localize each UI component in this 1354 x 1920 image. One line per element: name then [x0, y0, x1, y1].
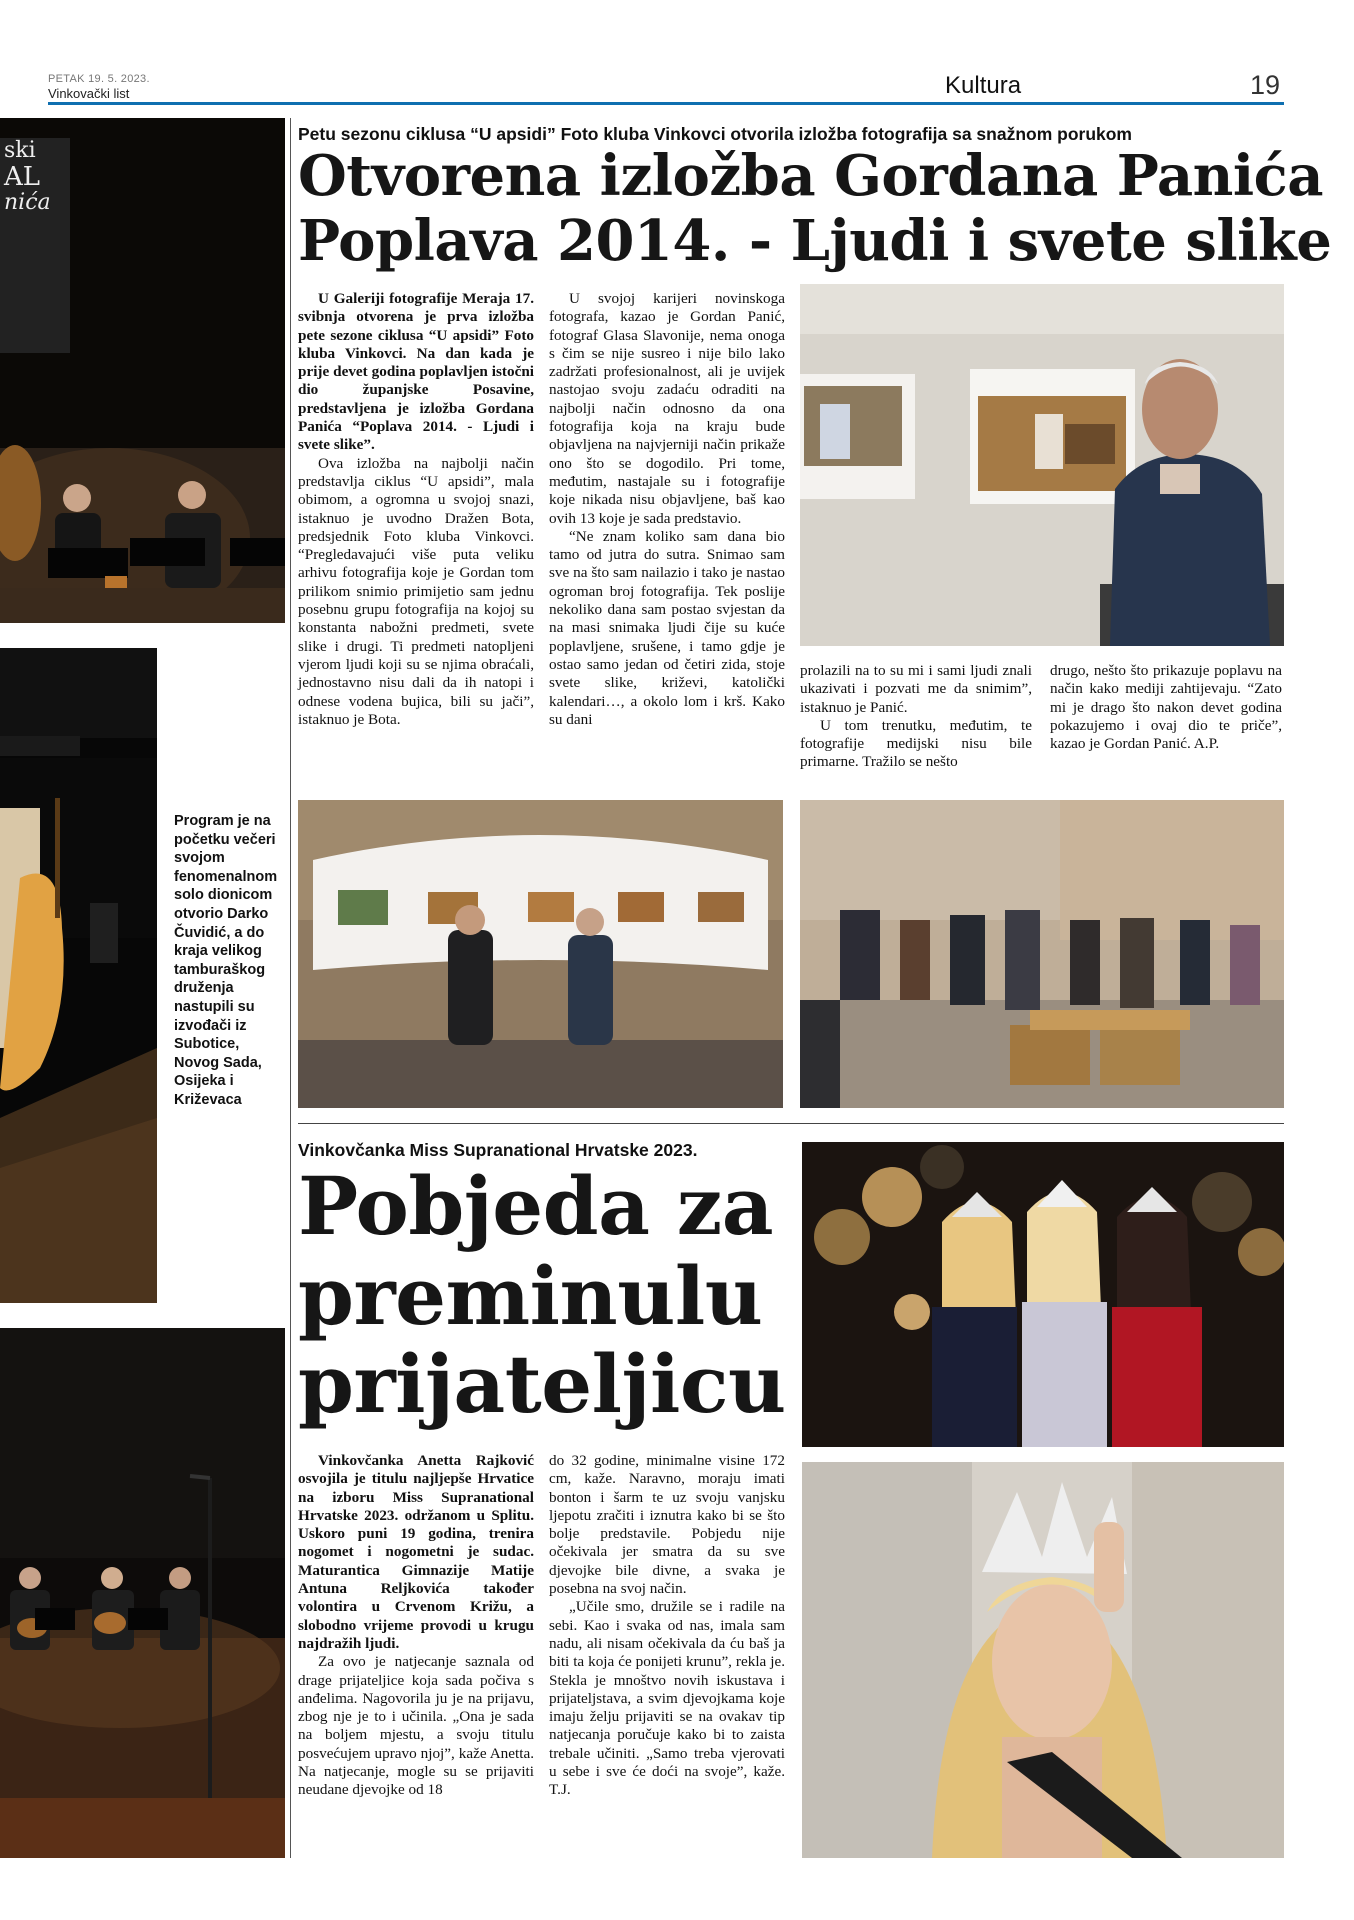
issue-date: PETAK 19. 5. 2023.: [48, 73, 150, 85]
section-name: Kultura: [945, 72, 1022, 99]
article1-photo-opening: [298, 800, 783, 1108]
article2-column-1: [298, 1452, 534, 1800]
article1-column-2: [549, 290, 785, 729]
article2-paragraph: do 32 godine, minimalne visine 172 cm, kaže. Naravno, moraju imati bonton i šarm te uz svoju vanjsku ljepotu zračiti i iznutra kako bi se što bolje predstavile. Pobjedu nije očekivala jer smatra da su sve djevojke bile divne, a svaka je posebna na svoj način.: [549, 1452, 785, 1598]
article1-photo-photographer: [800, 284, 1284, 646]
article2-paragraph: Za ovo je natjecanje saznala od drage prijateljice koja sada počiva s anđelima. Nagovorila ju je na prijavu, zbog nje je to i učinila. „Ona je sada na boljem mjestu, a svoju titulu posvećujem upravo njoj”, kaže Anetta. Na natjecanje, mogle su se prijaviti neudane djevojke od 18: [298, 1653, 534, 1799]
article1-headline-line2: Poplava 2014. - Ljudi i svete slike: [298, 208, 1332, 274]
stage-banner-text: [4, 138, 66, 216]
article2-kicker: Vinkovčanka Miss Supranational Hrvatske 2023.: [298, 1140, 698, 1160]
article1-lead: U Galeriji fotografije Meraja 17. svibnja otvorena je prva izložba pete sezone ciklusa “U apsidi” Foto kluba Vinkovci. Na dan kada je prije devet godina poplavljen istočni dio županjske Posavine, predstavljena je izložba Gordana Panića “Poplava 2014. - Ljudi i svete slike”.: [298, 290, 534, 454]
article1-paragraph: U tom trenutku, međutim, te fotografije medijski nisu bile primarne. Tražilo se nešto: [800, 716, 1032, 771]
article2-photo-winners: [802, 1142, 1284, 1447]
article1-kicker: Petu sezonu ciklusa “U apsidi” Foto kluba Vinkovci otvorila izložba fotografija sa snažnom porukom: [298, 124, 1132, 144]
article1-column-4: [1050, 662, 1282, 753]
article2-headline-line2: preminulu: [298, 1249, 763, 1343]
left-photo-caption: Program je na početku večeri svojom fenomenalnom solo dionicom otvorio Darko Čuvidić, a do kraja velikog tamburaškog druženja nastupili su izvođači iz Subotice, Novog Sada, Osijeka i Križevaca: [174, 813, 278, 1108]
page-number: 19: [1250, 70, 1281, 100]
article2-column-2: [549, 1452, 785, 1800]
article1-headline-line1: Otvorena izložba Gordana Panića: [298, 143, 1323, 209]
column-divider: [290, 118, 291, 1858]
article1-paragraph: prolazili na to su mi i sami ljudi znali ukazivati i pozvati me da snimim”, istaknuo je Panić.: [800, 662, 1032, 716]
article1-column-3: [800, 662, 1032, 772]
left-photo-tamburica-band: [0, 1328, 285, 1858]
article1-paragraph: Ova izložba na najbolji način predstavlja ciklus “U apsidi”, mala obimom, a ogromna u svojoj snazi, istaknuo je uvodno Dražen Bota, predsjednik Foto kluba Vinkovci. “Pregledavajući više puta veliku arhivu fotografija koje je Gordan tom prilikom snimio primijetio sam jednu posebnu grupu fotografija na kojoj su konstanta nabožni predmeti, svete slike i drugi. Ti predmeti natopljeni vjerom ljudi koji su se njima obraćali, jednostavno nisu dali da ih natopi i odnese vodena bujica, bili su jači”, istaknuo je Bota.: [298, 454, 534, 728]
banner-line-3: nića: [4, 190, 51, 215]
banner-line-2: AL: [4, 162, 41, 192]
article1-photo-visitors: [800, 800, 1284, 1108]
article2-headline-line1: Pobjeda za: [298, 1159, 774, 1253]
banner-line-1: ski: [4, 138, 36, 163]
article1-column-1: [298, 290, 534, 729]
article2-paragraph: „Učile smo, družile se i radile na sebi. Kao i svaka od nas, imala sam nadu, ali nisam očekivala da ću baš ja biti ta koja će ponijeti krunu”, rekla je. Stekla je mnoštvo novih iskustava i prijateljstava, a svim djevojkama koje imaju želju prijaviti se na ovakav tip natjecanja poručuje kako bi to zaista trebale učiniti. „Samo treba vjerovati u sebe i sve će doći na svoje”, kaže. T.J.: [549, 1598, 785, 1799]
article1-paragraph: drugo, nešto što prikazuje poplavu na način kako mediji zahtijevaju. “Zato mi je drago što nakon devet godina pokazujemo i ovaj dio te priče”, kazao je Gordan Panić. A.P.: [1050, 662, 1282, 753]
header-rule: [48, 102, 1284, 105]
article2-photo-winner-portrait: [802, 1462, 1284, 1858]
article2-headline-line3: prijateljicu: [298, 1337, 786, 1431]
article1-paragraph: “Ne znam koliko sam dana bio tamo od jutra do sutra. Snimao sam sve na što sam nailazio i tako je nastao ogroman broj fotografija. Tek poslije nekoliko dana sam postao svjestan da na masi snimaka ljudi čije su kuće poplavljene, srušene, i tamo gdje je ostao samo jedan od četiri zida, stoje svete slike, križevi, katolički kalendari…, a okolo lom i krš. Kako su dani: [549, 527, 785, 728]
newspaper-name: Vinkovački list: [48, 86, 130, 101]
article-separator: [298, 1123, 1284, 1124]
left-photo-concert-stage: [0, 118, 285, 623]
left-photo-solo-guitarist: [0, 648, 157, 1303]
article2-lead: Vinkovčanka Anetta Rajković osvojila je titulu najljepše Hrvatice na izboru Miss Supranational Hrvatske 2023. održanom u Splitu. Uskoro puni 19 godina, trenira nogomet i nogometni je sudac. Maturantica Gimnazije Matije Antuna Reljkovića također volontira u Crvenom Križu, a slobodno vrijeme provodi u krugu najdražih ljudi.: [298, 1452, 534, 1652]
article1-paragraph: U svojoj karijeri novinskoga fotografa, kazao je Gordan Panić, fotograf Glasa Slavonije, nema onoga s čim se nije susreo i nije bilo lako zadržati profesionalnost, ali je uvijek nastojao svoju zadaću odraditi na najbolji način odnosno da ona fotografija koja na kraju bude objavljena na najvjerniji način prikaže ono što se dogodilo. Pri tome, međutim, nastajale su i fotografije koje nikada nisu objavljene, baš kao ovih 13 koje je sada predstavio.: [549, 290, 785, 527]
